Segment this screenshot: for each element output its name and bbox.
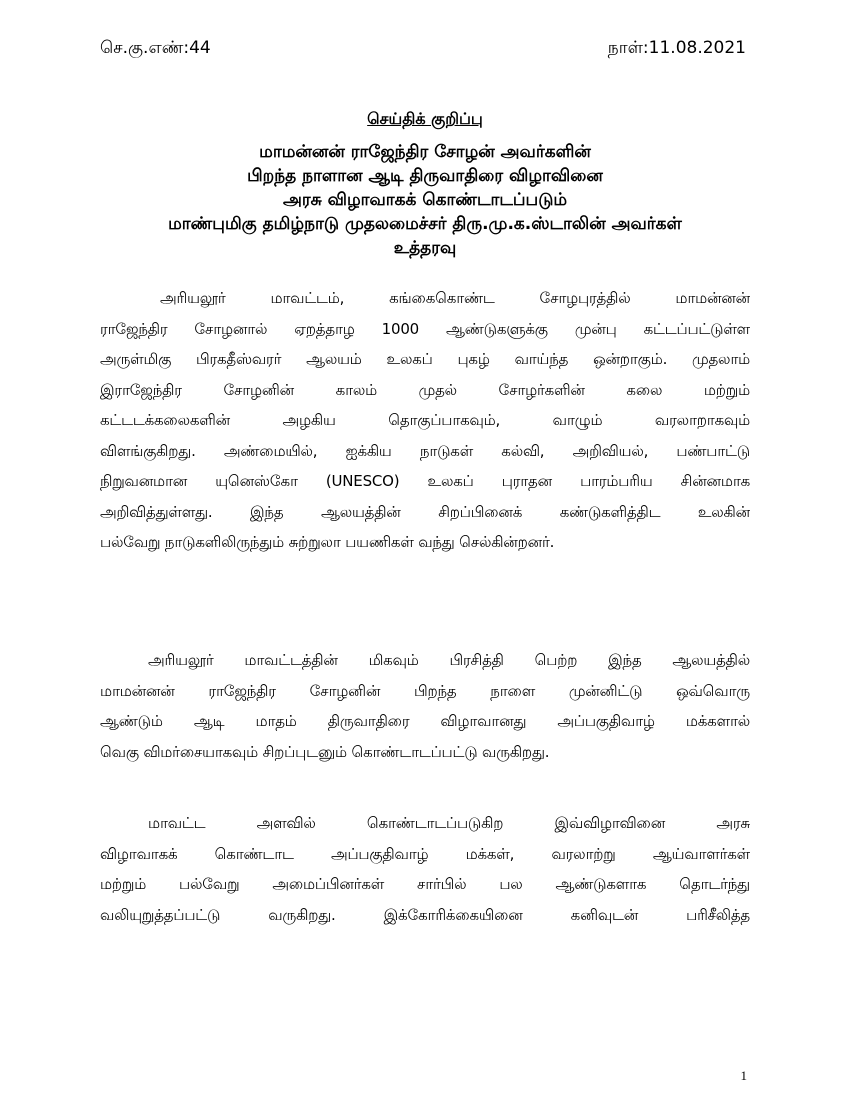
paragraph-line: வலியுறுத்தப்பட்டு வருகிறது. இக்கோரிக்கையினை கனிவுடன் பரிசீலித்த: [100, 905, 750, 924]
paragraph-line: பல்வேறு நாடுகளிலிருந்தும் சுற்றுலா பயணிகள் வந்து செல்கின்றனர்.: [100, 533, 555, 551]
paragraph-line: ராஜேந்திர சோழனால் ஏறத்தாழ 1000 ஆண்டுகளுக்கு முன்பு கட்டப்பட்டுள்ள: [100, 319, 750, 338]
paragraph-line: மாவட்ட அளவில் கொண்டாடப்படுகிற இவ்விழாவினை அரசு: [148, 814, 750, 832]
reference-number: செ.கு.எண்:44: [100, 38, 211, 58]
paragraph-line: அரியலூர் மாவட்டம், கங்கைகொண்ட சோழபுரத்தில் மாமன்னன்: [160, 289, 750, 307]
paragraph-line: இராஜேந்திர சோழனின் காலம் முதல் சோழர்களின் கலை மற்றும்: [100, 380, 750, 399]
paragraph-line: அரியலூர் மாவட்டத்தின் மிகவும் பிரசித்தி பெற்ற இந்த ஆலயத்தில்: [148, 651, 750, 669]
paragraph-line: நிறுவனமான யுனெஸ்கோ (UNESCO) உலகப் புராதன பாரம்பரிய சின்னமாக: [100, 472, 750, 490]
title-line: மாண்புமிகு தமிழ்நாடு முதலமைச்சர் திரு.மு.க.ஸ்டாலின் அவர்கள்: [168, 214, 682, 234]
title-line: உத்தரவு: [393, 238, 457, 258]
title-block: [60, 140, 790, 260]
title-line: அரசு விழாவாகக் கொண்டாடப்படும்: [282, 190, 568, 210]
title-line: மாமன்னன் ராஜேந்திர சோழன் அவர்களின்: [259, 142, 591, 162]
paragraph-line: அருள்மிகு பிரகதீஸ்வரர் ஆலயம் உலகப் புகழ் வாய்ந்த ஒன்றாகும். முதலாம்: [100, 350, 750, 368]
paragraph-line: விளங்குகிறது. அண்மையில், ஐக்கிய நாடுகள் கல்வி, அறிவியல், பண்பாட்டு: [100, 441, 750, 460]
date: நாள்:11.08.2021: [607, 38, 746, 58]
page-number: 1: [740, 1068, 747, 1083]
paragraph-line: மாமன்னன் ராஜேந்திர சோழனின் பிறந்த நாளை முன்னிட்டு ஒவ்வொரு: [100, 681, 750, 700]
paragraph-3: [100, 808, 750, 930]
paragraph-line: கட்டடக்கலைகளின் அழகிய தொகுப்பாகவும், வாழும் வரலாறாகவும்: [100, 411, 750, 429]
paragraph-1: [100, 283, 750, 558]
paragraph-line: விழாவாகக் கொண்டாட அப்பகுதிவாழ் மக்கள், வரலாற்று ஆய்வாளர்கள்: [100, 844, 750, 863]
paragraph-line: வெகு விமர்சையாகவும் சிறப்புடனும் கொண்டாடப்பட்டு வருகிறது.: [100, 742, 550, 761]
paragraph-2: [100, 645, 750, 767]
paragraph-line: அறிவித்துள்ளது. இந்த ஆலயத்தின் சிறப்பினைக் கண்டுகளித்திட உலகின்: [100, 502, 750, 521]
paragraph-line: ஆண்டும் ஆடி மாதம் திருவாதிரை விழாவானது அப்பகுதிவாழ் மக்களால்: [100, 712, 750, 730]
paragraph-line: மற்றும் பல்வேறு அமைப்பினர்கள் சார்பில் பல ஆண்டுகளாக தொடர்ந்து: [100, 875, 750, 893]
press-release-heading: செய்திக் குறிப்பு: [367, 109, 483, 128]
title-line: பிறந்த நாளான ஆடி திருவாதிரை விழாவினை: [247, 166, 603, 186]
